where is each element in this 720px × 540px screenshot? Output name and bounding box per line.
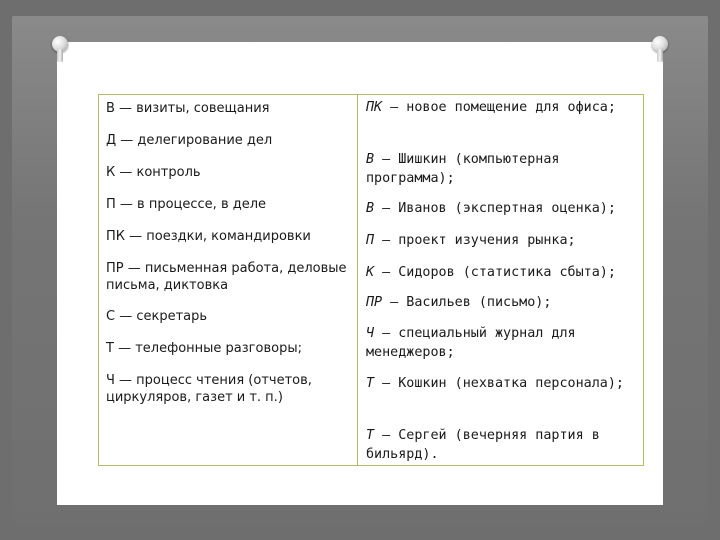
task-item (366, 98, 639, 117)
task-text: — Кошкин (нехватка персонала); (374, 376, 624, 391)
task-code: К (366, 265, 375, 280)
task-item (366, 324, 639, 362)
legend-item: Д — делегирование дел (106, 133, 273, 148)
codes-table (98, 94, 644, 466)
task-text: — новое помещение для офиса; (382, 100, 616, 115)
task-item (366, 426, 639, 464)
task-code: ПР (366, 295, 383, 310)
pushpin-neck (657, 49, 663, 62)
task-text: — специальный журнал для менеджеров; (366, 326, 576, 360)
task-code: П (366, 233, 375, 248)
legend-item: П — в процессе, в деле (106, 197, 267, 212)
task-text: — Шишкин (компьютерная программа); (366, 152, 560, 186)
legend-item: С — секретарь (106, 309, 208, 324)
task-item (366, 293, 639, 312)
task-code: ПК (366, 100, 383, 115)
legend-item: К — контроль (106, 165, 201, 180)
task-item (366, 263, 639, 282)
task-text: — Сергей (вечерняя партия в бильярд). (366, 428, 600, 462)
task-item (366, 150, 639, 188)
task-list-column (358, 95, 644, 466)
pushpin-top-left (52, 36, 68, 62)
task-item (366, 231, 639, 250)
legend-item: ПР — письменная работа, деловые письма, диктовка (106, 261, 347, 293)
codes-legend-column (99, 95, 358, 466)
task-code: В (366, 152, 375, 167)
task-code: Т (366, 376, 375, 391)
task-code: Т (366, 428, 375, 443)
legend-item: ПК — поездки, командировки (106, 229, 311, 244)
pushpin-top-right (652, 36, 668, 62)
task-text: — проект изучения рынка; (374, 233, 576, 248)
task-item (366, 199, 639, 218)
task-text: — Сидоров (статистика сбыта); (374, 265, 616, 280)
legend-item: Т — телефонные разговоры; (106, 341, 302, 356)
legend-item: Ч — процесс чтения (отчетов, циркуляров, газет и т. п.) (106, 373, 312, 405)
task-code: Ч (366, 326, 375, 341)
task-text: — Васильев (письмо); (382, 295, 552, 310)
legend-item: В — визиты, совещания (106, 101, 270, 116)
pushpin-neck (57, 49, 63, 62)
task-item (366, 374, 639, 393)
task-code: В (366, 201, 375, 216)
task-text: — Иванов (экспертная оценка); (374, 201, 616, 216)
